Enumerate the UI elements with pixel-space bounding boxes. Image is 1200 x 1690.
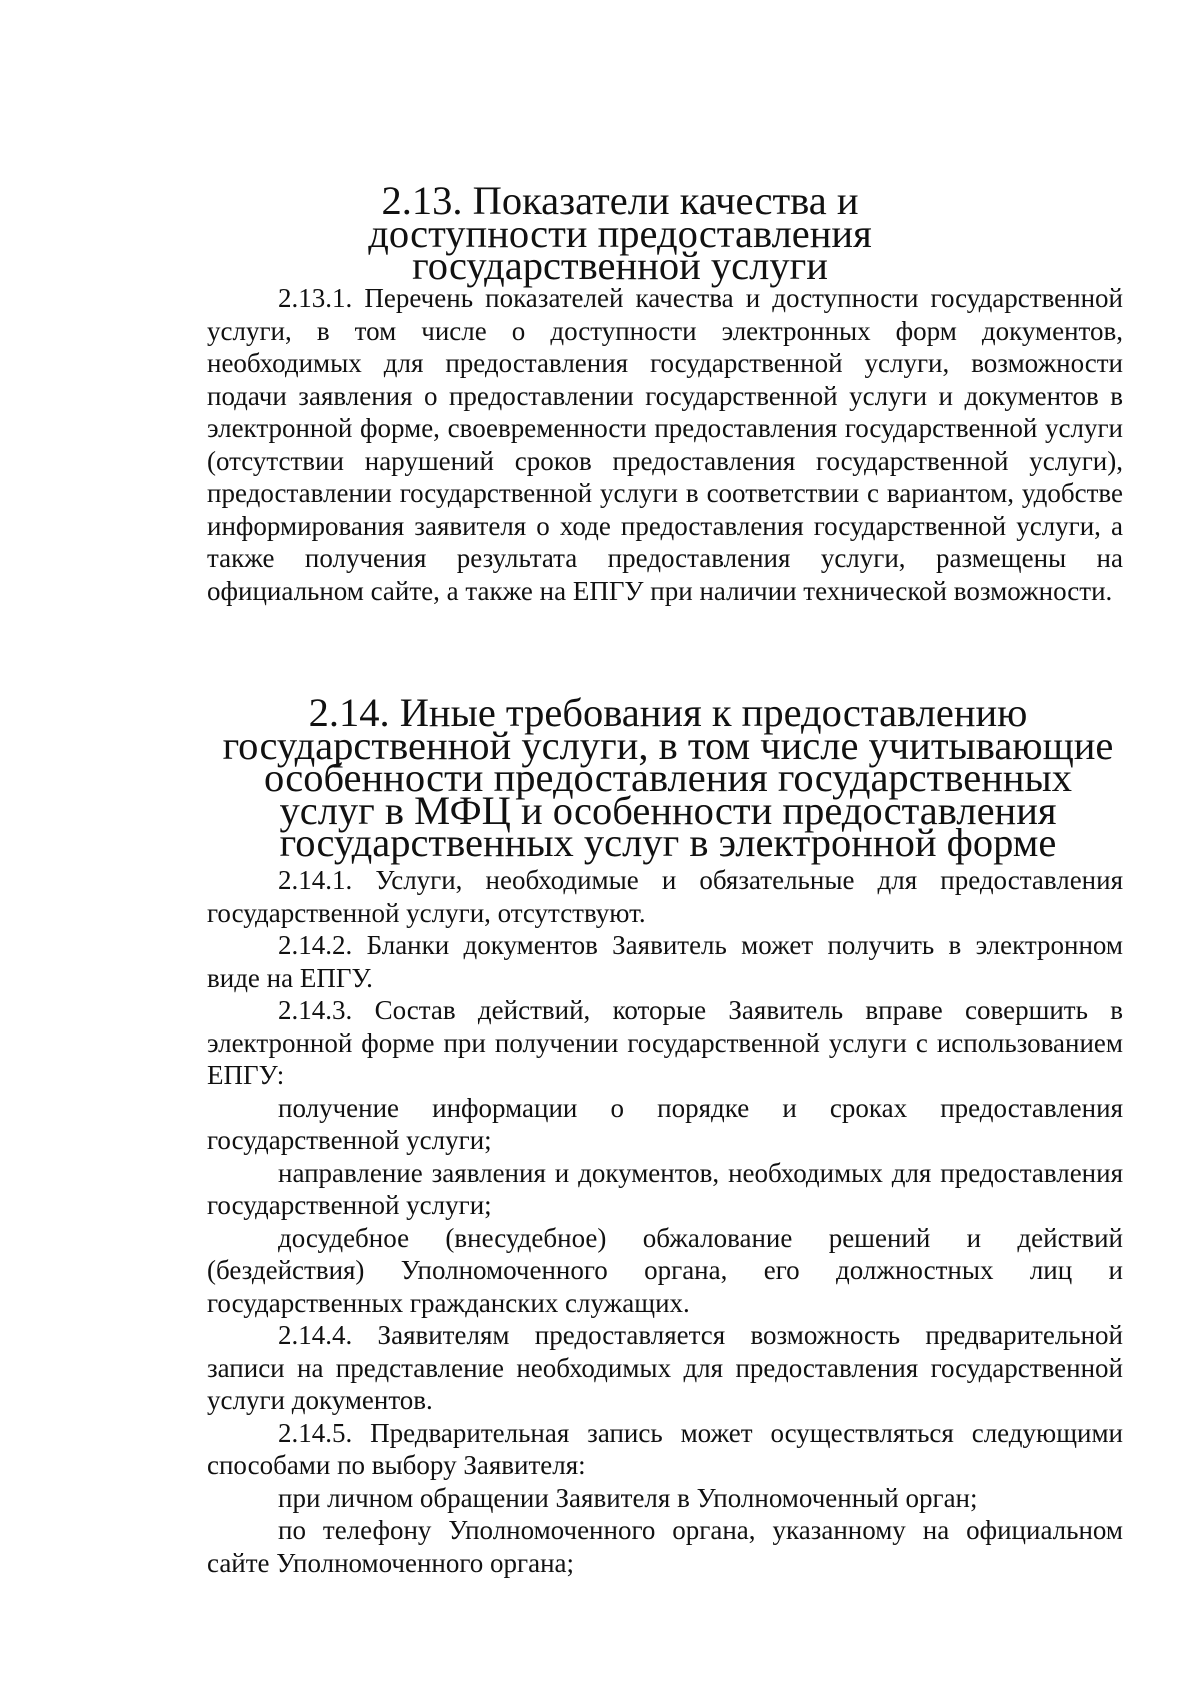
list-item-phone: по телефону Уполномоченного органа, указанному на официальном сайте Уполномоченного органа; [207, 1515, 1123, 1578]
section-body-2-14 [207, 864, 1123, 1579]
paragraph-2-14-5: 2.14.5. Предварительная запись может осуществляться следующими способами по выбору Заявителя: [207, 1417, 1123, 1480]
paragraph-2-14-1: 2.14.1. Услуги, необходимые и обязательные для предоставления государственной услуги, отсутствуют. [207, 865, 1123, 928]
paragraph-2-14-2: 2.14.2. Бланки документов Заявитель может получить в электронном виде на ЕПГУ. [207, 930, 1123, 993]
paragraph-2-14-4: 2.14.4. Заявителям предоставляется возможность предварительной записи на представление необходимых для предоставления государственной услуги документов. [207, 1320, 1123, 1415]
section-body-2-13 [207, 282, 1123, 607]
list-item-info: получение информации о порядке и сроках предоставления государственной услуги; [207, 1092, 1123, 1155]
paragraph-2-14-3: 2.14.3. Состав действий, которые Заявитель вправе совершить в электронной форме при получении государственной услуги с использованием ЕПГУ: [207, 995, 1123, 1090]
paragraph-2-13-1: 2.13.1. Перечень показателей качества и доступности государственной услуги, в том числе о доступности электронных форм документов, необходимых для предоставления государственной услуги, возможности подачи заявления о предоставлении государственной услуги и документов в электронной форме, своевременности предоставления государственной услуги (отсутствии нарушений сроков предоставления государственной услуги), предоставлении государственной услуги в соответствии с вариантом, удобстве информирования заявителя о ходе предоставления государственной услуги, а также получения результата предоставления услуги, размещены на официальном сайте, а также на ЕПГУ при наличии технической возможности. [207, 283, 1123, 606]
section-heading-2-14: 2.14. Иные требования к предоставлению государственной услуги, в том числе учитывающие особенности предоставления государственных услуг в МФЦ и особенности предоставления государственных услуг в электронной форме [222, 690, 1114, 865]
list-item-in-person: при личном обращении Заявителя в Уполномоченный орган; [278, 1482, 978, 1513]
list-item-appeal: досудебное (внесудебное) обжалование решений и действий (бездействия) Уполномоченного органа, его должностных лиц и государственных гражданских служащих. [207, 1222, 1123, 1318]
list-item-submission: направление заявления и документов, необходимых для предоставления государственной услуги; [207, 1157, 1123, 1220]
section-heading-2-13: 2.13. Показатели качества и доступности предоставления государственной услуги [368, 178, 872, 288]
